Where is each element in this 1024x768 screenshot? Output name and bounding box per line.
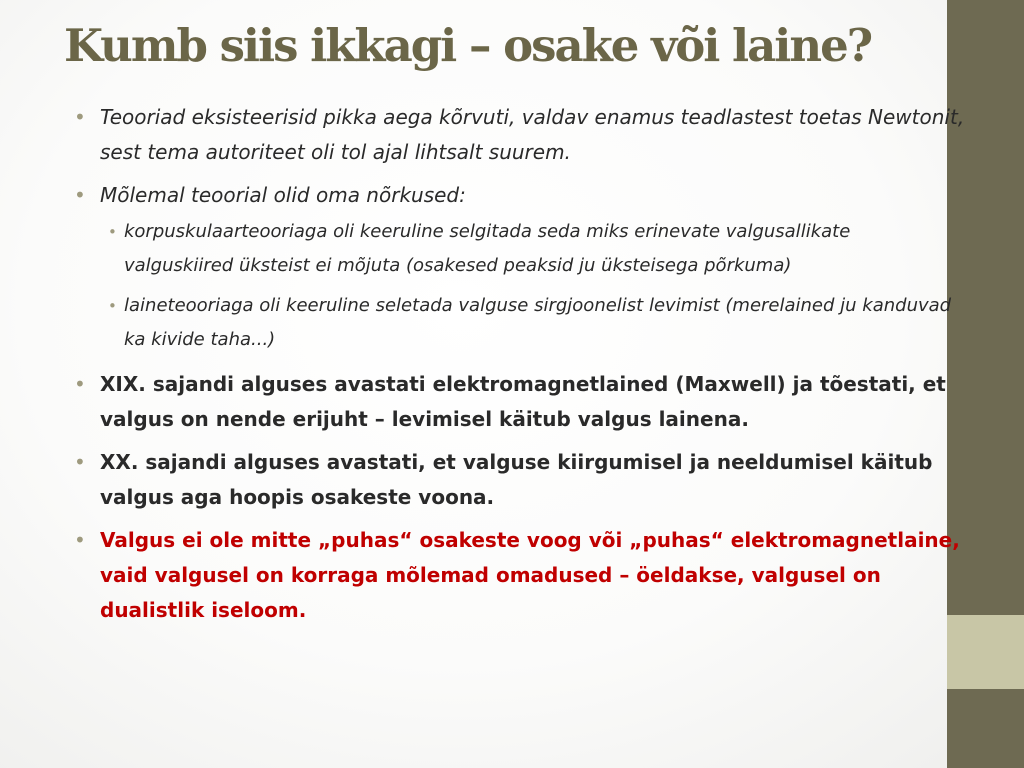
slide-title: Kumb siis ikkagi – osake või laine? xyxy=(64,19,872,72)
sub-bullet-item: • korpuskulaarteooriaga oli keeruline selgitada seda miks erinevate valgusallikate valguskiired üksteist ei mõjuta (osakesed peaksid ju üksteisega põrkuma) xyxy=(108,215,964,283)
bullet-item: • XX. sajandi alguses avastati, et valguse kiirgumisel ja neeldumisel käitub valgus aga hoopis osakeste voona. xyxy=(74,445,964,515)
bullet-item: • Mõlemal teoorial olid oma nõrkused: xyxy=(74,178,964,213)
sub-bullet-item: • laineteooriaga oli keeruline seletada valguse sirgjoonelist levimist (merelained ju kanduvad ka kivide taha...) xyxy=(108,289,964,357)
bullet-item: • Teooriad eksisteerisid pikka aega kõrvuti, valdav enamus teadlastest toetas Newtonit, sest tema autoriteet oli tol ajal lihtsalt suurem. xyxy=(74,100,974,170)
bullet-item: • XIX. sajandi alguses avastati elektromagnetlained (Maxwell) ja tõestati, et valgus on nende erijuht – levimisel käitub valgus lainena. xyxy=(74,367,964,437)
bullet-item-highlight: • Valgus ei ole mitte „puhas“ osakeste voog või „puhas“ elektromagnetlaine, vaid valgusel on korraga mõlemad omadused – öeldakse, valgusel on dualistlik iseloom. xyxy=(74,523,964,628)
bullet-list xyxy=(74,100,964,636)
